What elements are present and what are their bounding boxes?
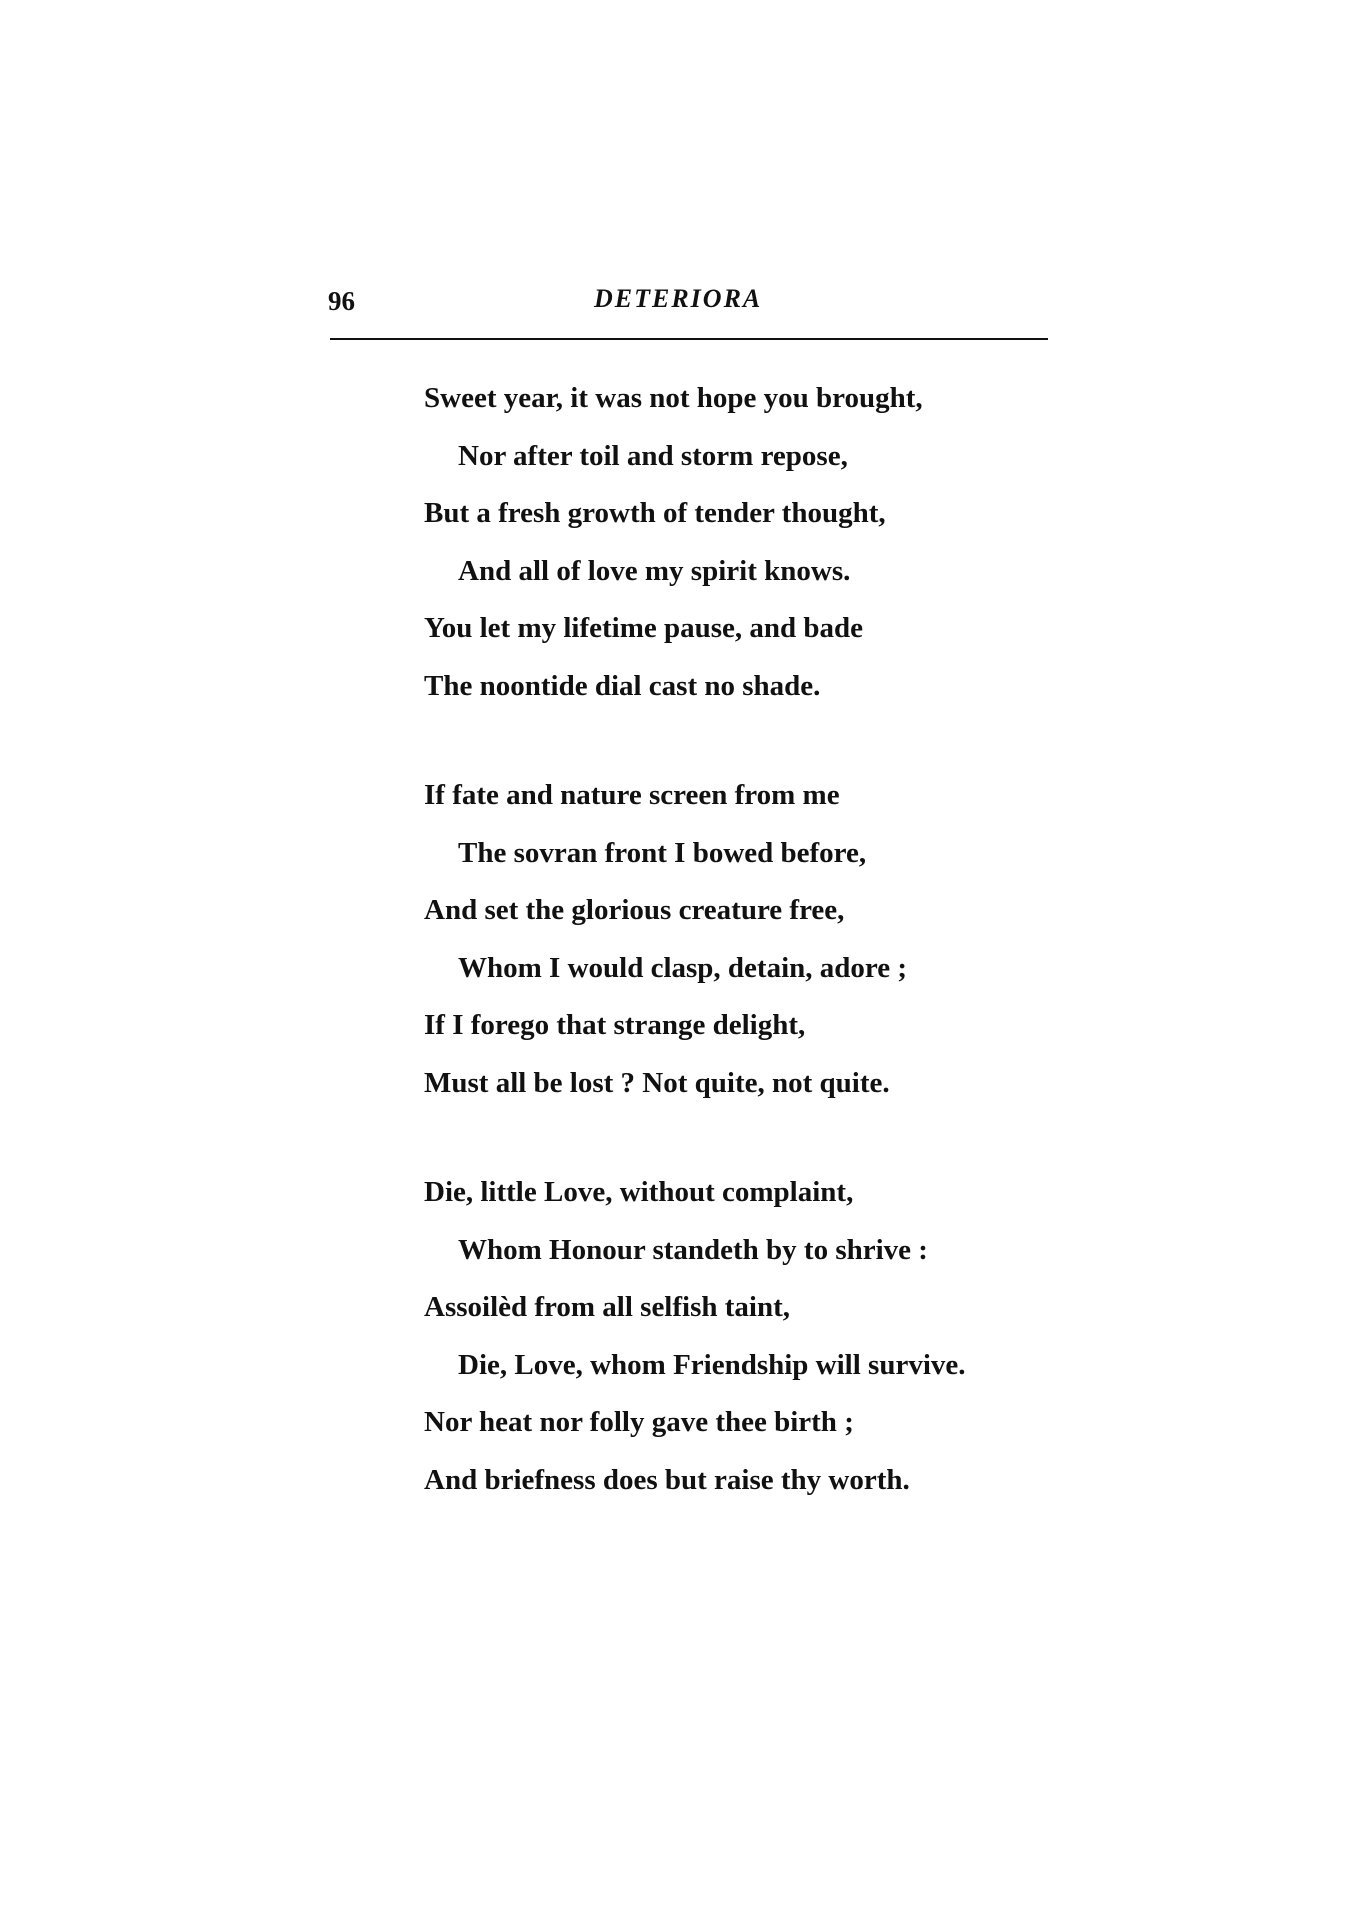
running-title: DETERIORA [594, 284, 763, 313]
poem-line: Nor heat nor folly gave thee birth ; [424, 1406, 854, 1438]
page-number: 96 [328, 286, 355, 316]
stanza-1 [424, 370, 1064, 715]
poem-body [424, 370, 1064, 1561]
poem-line: And briefness does but raise thy worth. [424, 1463, 910, 1496]
poem-line: Sweet year, it was not hope you brought, [424, 382, 923, 414]
poem-line: And all of love my spirit knows. [458, 554, 851, 587]
poem-line: But a fresh growth of tender thought, [424, 497, 886, 529]
poem-line: You let my lifetime pause, and bade [424, 612, 864, 644]
poem-line: The sovran front I bowed before, [458, 836, 867, 869]
poem-line: If fate and nature screen from me [424, 779, 840, 811]
poem-line: Nor after toil and storm repose, [458, 439, 848, 472]
poem-line: Assoilèd from all selfish taint, [424, 1291, 790, 1323]
page-header [328, 280, 1048, 340]
header-rule [330, 338, 1048, 340]
stanza-3 [424, 1164, 1064, 1509]
poem-line: The noontide dial cast no shade. [424, 669, 821, 702]
poem-line: If I forego that strange delight, [424, 1009, 806, 1041]
poem-line: Must all be lost ? Not quite, not quite. [424, 1066, 890, 1099]
stanza-2 [424, 767, 1064, 1112]
poem-line: Die, little Love, without complaint, [424, 1176, 854, 1208]
poem-line: Whom I would clasp, detain, adore ; [458, 951, 908, 984]
poem-line: And set the glorious creature free, [424, 894, 845, 926]
poem-line: Die, Love, whom Friendship will survive. [458, 1348, 966, 1381]
poem-line: Whom Honour standeth by to shrive : [458, 1233, 928, 1266]
